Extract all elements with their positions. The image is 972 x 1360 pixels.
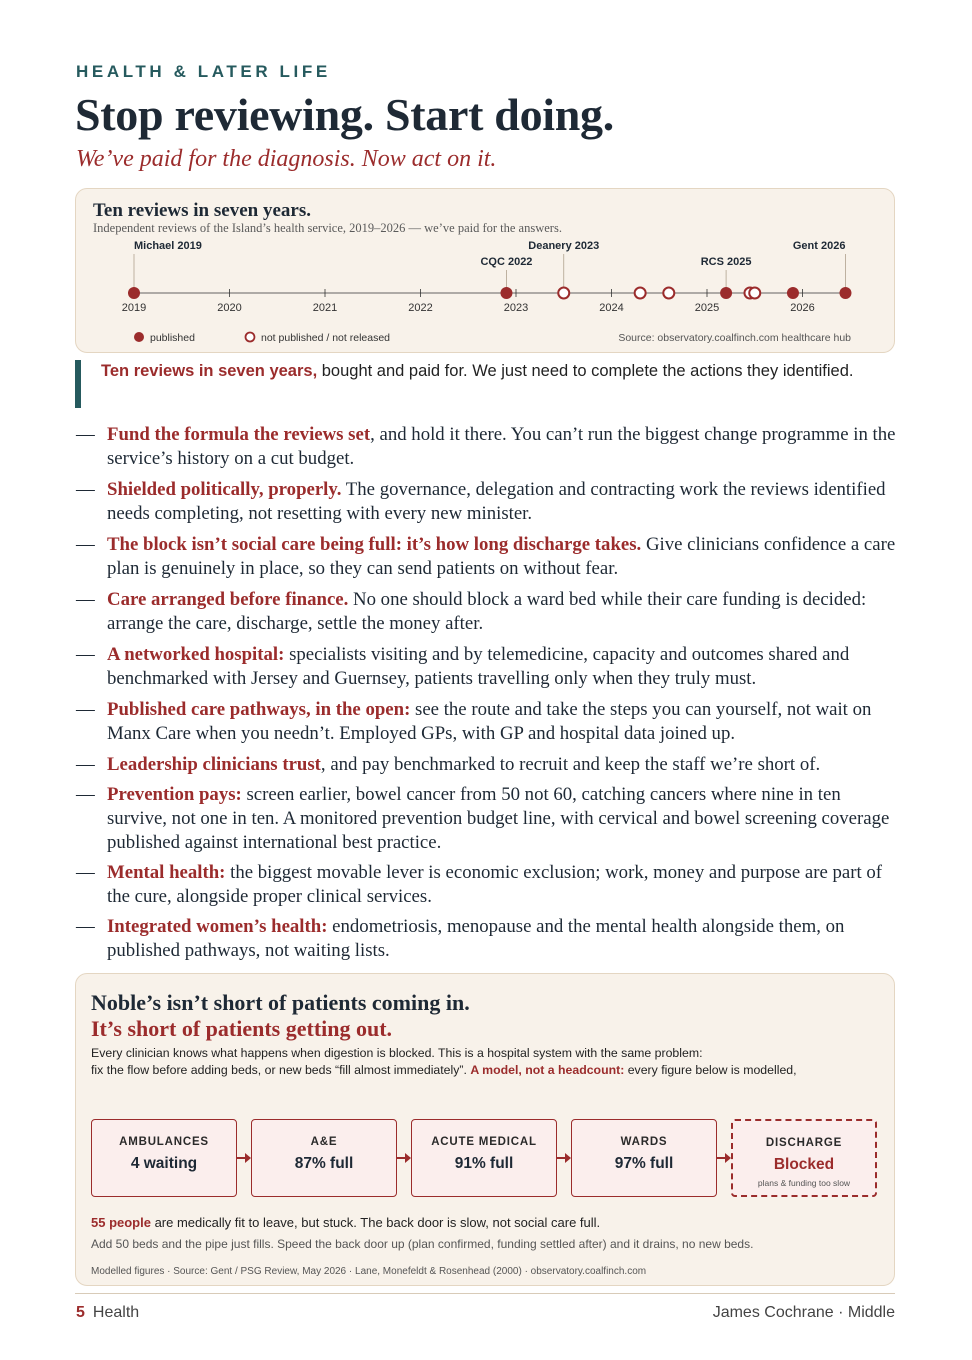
action-lead: Care arranged before finance. bbox=[107, 589, 349, 610]
stage-value: 4 waiting bbox=[130, 1155, 198, 1172]
actions-list bbox=[76, 423, 896, 963]
year-tick-label: 2026 bbox=[790, 302, 815, 314]
review-dot-published bbox=[500, 287, 512, 299]
action-text: The governance, delegation and contracting work the reviews identified needs completing, not resetting with every new minister. bbox=[107, 479, 886, 524]
flow-intro-line2: fix the flow before adding beds, or new beds “fill almost immediately”. bbox=[91, 1063, 471, 1077]
pull-quote-highlight: Ten reviews in seven years, bbox=[101, 362, 318, 380]
flow-heading: Noble’s isn’t short of patients coming in. bbox=[91, 990, 470, 1015]
year-tick-label: 2020 bbox=[217, 302, 242, 314]
footer-author: James Cochrane · Middle bbox=[712, 1304, 895, 1321]
legend-published-label: published bbox=[150, 332, 195, 344]
action-dash: — bbox=[76, 699, 95, 720]
action-text: No one should block a ward bed while their care funding is decided: arrange the care, discharge, settle the money after. bbox=[107, 589, 867, 634]
footer-page bbox=[76, 1304, 139, 1322]
review-dot-unpublished bbox=[663, 288, 674, 299]
action-lead: Leadership clinicians trust bbox=[107, 754, 321, 775]
flow-intro-tail: every figure below is modelled, bbox=[624, 1063, 797, 1077]
review-dot-unpublished bbox=[635, 288, 646, 299]
timeline-subtitle: Independent reviews of the Island’s health service, 2019–2026 — we’ve paid for the answers. bbox=[93, 221, 562, 235]
patient-flow-panel bbox=[75, 973, 895, 1286]
pull-quote-text: bought and paid for. We just need to complete the actions they identified. bbox=[317, 362, 854, 380]
flow-arrow bbox=[237, 1157, 249, 1159]
stage-label: DISCHARGE bbox=[765, 1137, 843, 1149]
action-lead: Mental health: bbox=[107, 862, 226, 883]
reviews-timeline-panel bbox=[75, 188, 895, 353]
review-dot-published bbox=[128, 287, 140, 299]
review-label: Michael 2019 bbox=[134, 240, 202, 252]
action-lead: Integrated women’s health: bbox=[107, 916, 328, 937]
action-dash: — bbox=[76, 644, 95, 665]
year-tick-label: 2021 bbox=[312, 302, 338, 314]
action-text: Give clinicians confidence a care plan is genuinely in place, so they can send patients on without fear. bbox=[107, 534, 896, 579]
action-text: see the route and take the steps you can yourself, not wait on Manx Care when you needn’t. Employed GPs, with GP and hospital data joined up. bbox=[107, 699, 872, 744]
action-text: endometriosis, menopause and the mental health alongside them, on published pathways, not waiting lists. bbox=[107, 916, 845, 961]
action-item bbox=[76, 533, 896, 581]
review-dot-published bbox=[839, 287, 851, 299]
action-lead: Prevention pays: bbox=[107, 784, 242, 805]
flow-stage-ambulances bbox=[91, 1119, 237, 1197]
flow-stage-a-e bbox=[251, 1119, 397, 1197]
action-item bbox=[76, 783, 896, 855]
stage-value: 91% full bbox=[454, 1155, 514, 1172]
timeline-title: Ten reviews in seven years. bbox=[93, 200, 311, 221]
review-dot-unpublished bbox=[558, 288, 569, 299]
legend-unpublished-marker bbox=[246, 333, 255, 342]
stage-value: 87% full bbox=[294, 1155, 354, 1172]
flow-stat bbox=[91, 1215, 600, 1230]
action-lead: Fund the formula the reviews set bbox=[107, 424, 371, 445]
year-tick-label: 2024 bbox=[599, 302, 624, 314]
footer-divider bbox=[75, 1293, 895, 1294]
action-item bbox=[76, 423, 896, 471]
stage-value: Blocked bbox=[773, 1156, 835, 1173]
year-tick-label: 2019 bbox=[121, 302, 147, 314]
action-dash: — bbox=[76, 479, 95, 500]
flow-stat-text: are medically fit to leave, but stuck. The back door is slow, not social care full. bbox=[150, 1215, 601, 1230]
action-dash: — bbox=[76, 424, 95, 445]
action-item bbox=[76, 588, 896, 636]
legend-published-marker bbox=[134, 332, 144, 342]
stage-label: WARDS bbox=[620, 1136, 668, 1148]
stage-value: 97% full bbox=[614, 1155, 674, 1172]
year-tick-label: 2025 bbox=[694, 302, 720, 314]
action-dash: — bbox=[76, 589, 95, 610]
stage-label: A&E bbox=[310, 1136, 338, 1148]
action-item bbox=[76, 698, 896, 746]
year-tick-label: 2022 bbox=[408, 302, 433, 314]
section-kicker: HEALTH & LATER LIFE bbox=[76, 62, 331, 81]
pull-quote bbox=[75, 360, 855, 408]
flow-stage-acute-medical bbox=[411, 1119, 557, 1197]
flow-arrow bbox=[397, 1157, 409, 1159]
standfirst: We’ve paid for the diagnosis. Now act on it. bbox=[76, 146, 497, 172]
year-tick-label: 2023 bbox=[503, 302, 529, 314]
action-text: , and hold it there. You can’t run the biggest change programme in the service’s history on a cut budget. bbox=[107, 424, 896, 469]
action-item bbox=[76, 478, 896, 526]
action-dash: — bbox=[76, 916, 95, 937]
stage-note: plans & funding too slow bbox=[757, 1178, 851, 1188]
reviews-timeline-chart bbox=[76, 189, 896, 354]
footer-section: Health bbox=[92, 1304, 140, 1321]
action-lead: A networked hospital: bbox=[107, 644, 285, 665]
review-label: RCS 2025 bbox=[700, 256, 752, 268]
flow-intro-highlight: A model, not a headcount: bbox=[470, 1063, 625, 1077]
page-number: 5 bbox=[76, 1304, 85, 1321]
action-item bbox=[76, 915, 896, 963]
action-dash: — bbox=[76, 534, 95, 555]
action-item bbox=[76, 753, 896, 777]
flow-source: Modelled figures · Source: Gent / PSG Review, May 2026 · Lane, Monefeldt & Rosenhead (2000) · observatory.coalfinch.com bbox=[91, 1266, 647, 1277]
flow-arrow bbox=[717, 1157, 729, 1159]
review-label: CQC 2022 bbox=[480, 256, 533, 268]
action-dash: — bbox=[76, 754, 95, 775]
flow-arrow bbox=[557, 1157, 569, 1159]
action-lead: Published care pathways, in the open: bbox=[107, 699, 411, 720]
review-label: Deanery 2023 bbox=[528, 240, 600, 252]
action-text: the biggest movable lever is economic exclusion; work, money and purpose are part of the cure, alongside proper clinical services. bbox=[107, 862, 883, 907]
flow-stage-wards bbox=[571, 1119, 717, 1197]
action-item bbox=[76, 861, 896, 909]
flow-note: Add 50 beds and the pipe just fills. Speed the back door up (plan confirmed, funding settled after) and it drains, no new beds. bbox=[91, 1237, 754, 1251]
timeline-source: Source: observatory.coalfinch.com healthcare hub bbox=[618, 332, 851, 344]
flow-intro bbox=[91, 1045, 896, 1079]
action-lead: Shielded politically, properly. bbox=[107, 479, 342, 500]
action-text: , and pay benchmarked to recruit and keep the staff we’re short of. bbox=[320, 754, 821, 775]
review-dot-unpublished bbox=[749, 288, 760, 299]
review-dot-published bbox=[720, 287, 732, 299]
action-item bbox=[76, 643, 896, 691]
flow-stage-discharge bbox=[731, 1119, 877, 1197]
flow-stat-highlight: 55 people bbox=[91, 1215, 151, 1230]
action-lead: The block isn’t social care being full: it’s how long discharge takes. bbox=[107, 534, 642, 555]
legend-unpublished-label: not published / not released bbox=[261, 332, 391, 344]
review-dot-published bbox=[787, 287, 799, 299]
review-label: Gent 2026 bbox=[792, 240, 846, 252]
page-headline: Stop reviewing. Start doing. bbox=[75, 89, 614, 140]
stage-label: ACUTE MEDICAL bbox=[431, 1136, 537, 1148]
action-dash: — bbox=[76, 862, 95, 883]
flow-intro-line1: Every clinician knows what happens when digestion is blocked. This is a hospital system with the same problem: bbox=[91, 1046, 703, 1060]
action-text: specialists visiting and by telemedicine, capacity and outcomes shared and benchmarked with Jersey and Guernsey, patients travelling only when they truly must. bbox=[107, 644, 850, 689]
flow-subheading: It’s short of patients getting out. bbox=[91, 1016, 393, 1041]
action-text: screen earlier, bowel cancer from 50 not 60, catching cancers where nine in ten survive, not one in ten. A monitored prevention budget line, with cervical and bowel screening coverage published against international best practice. bbox=[107, 784, 890, 853]
stage-label: AMBULANCES bbox=[119, 1136, 209, 1148]
action-dash: — bbox=[76, 784, 95, 805]
